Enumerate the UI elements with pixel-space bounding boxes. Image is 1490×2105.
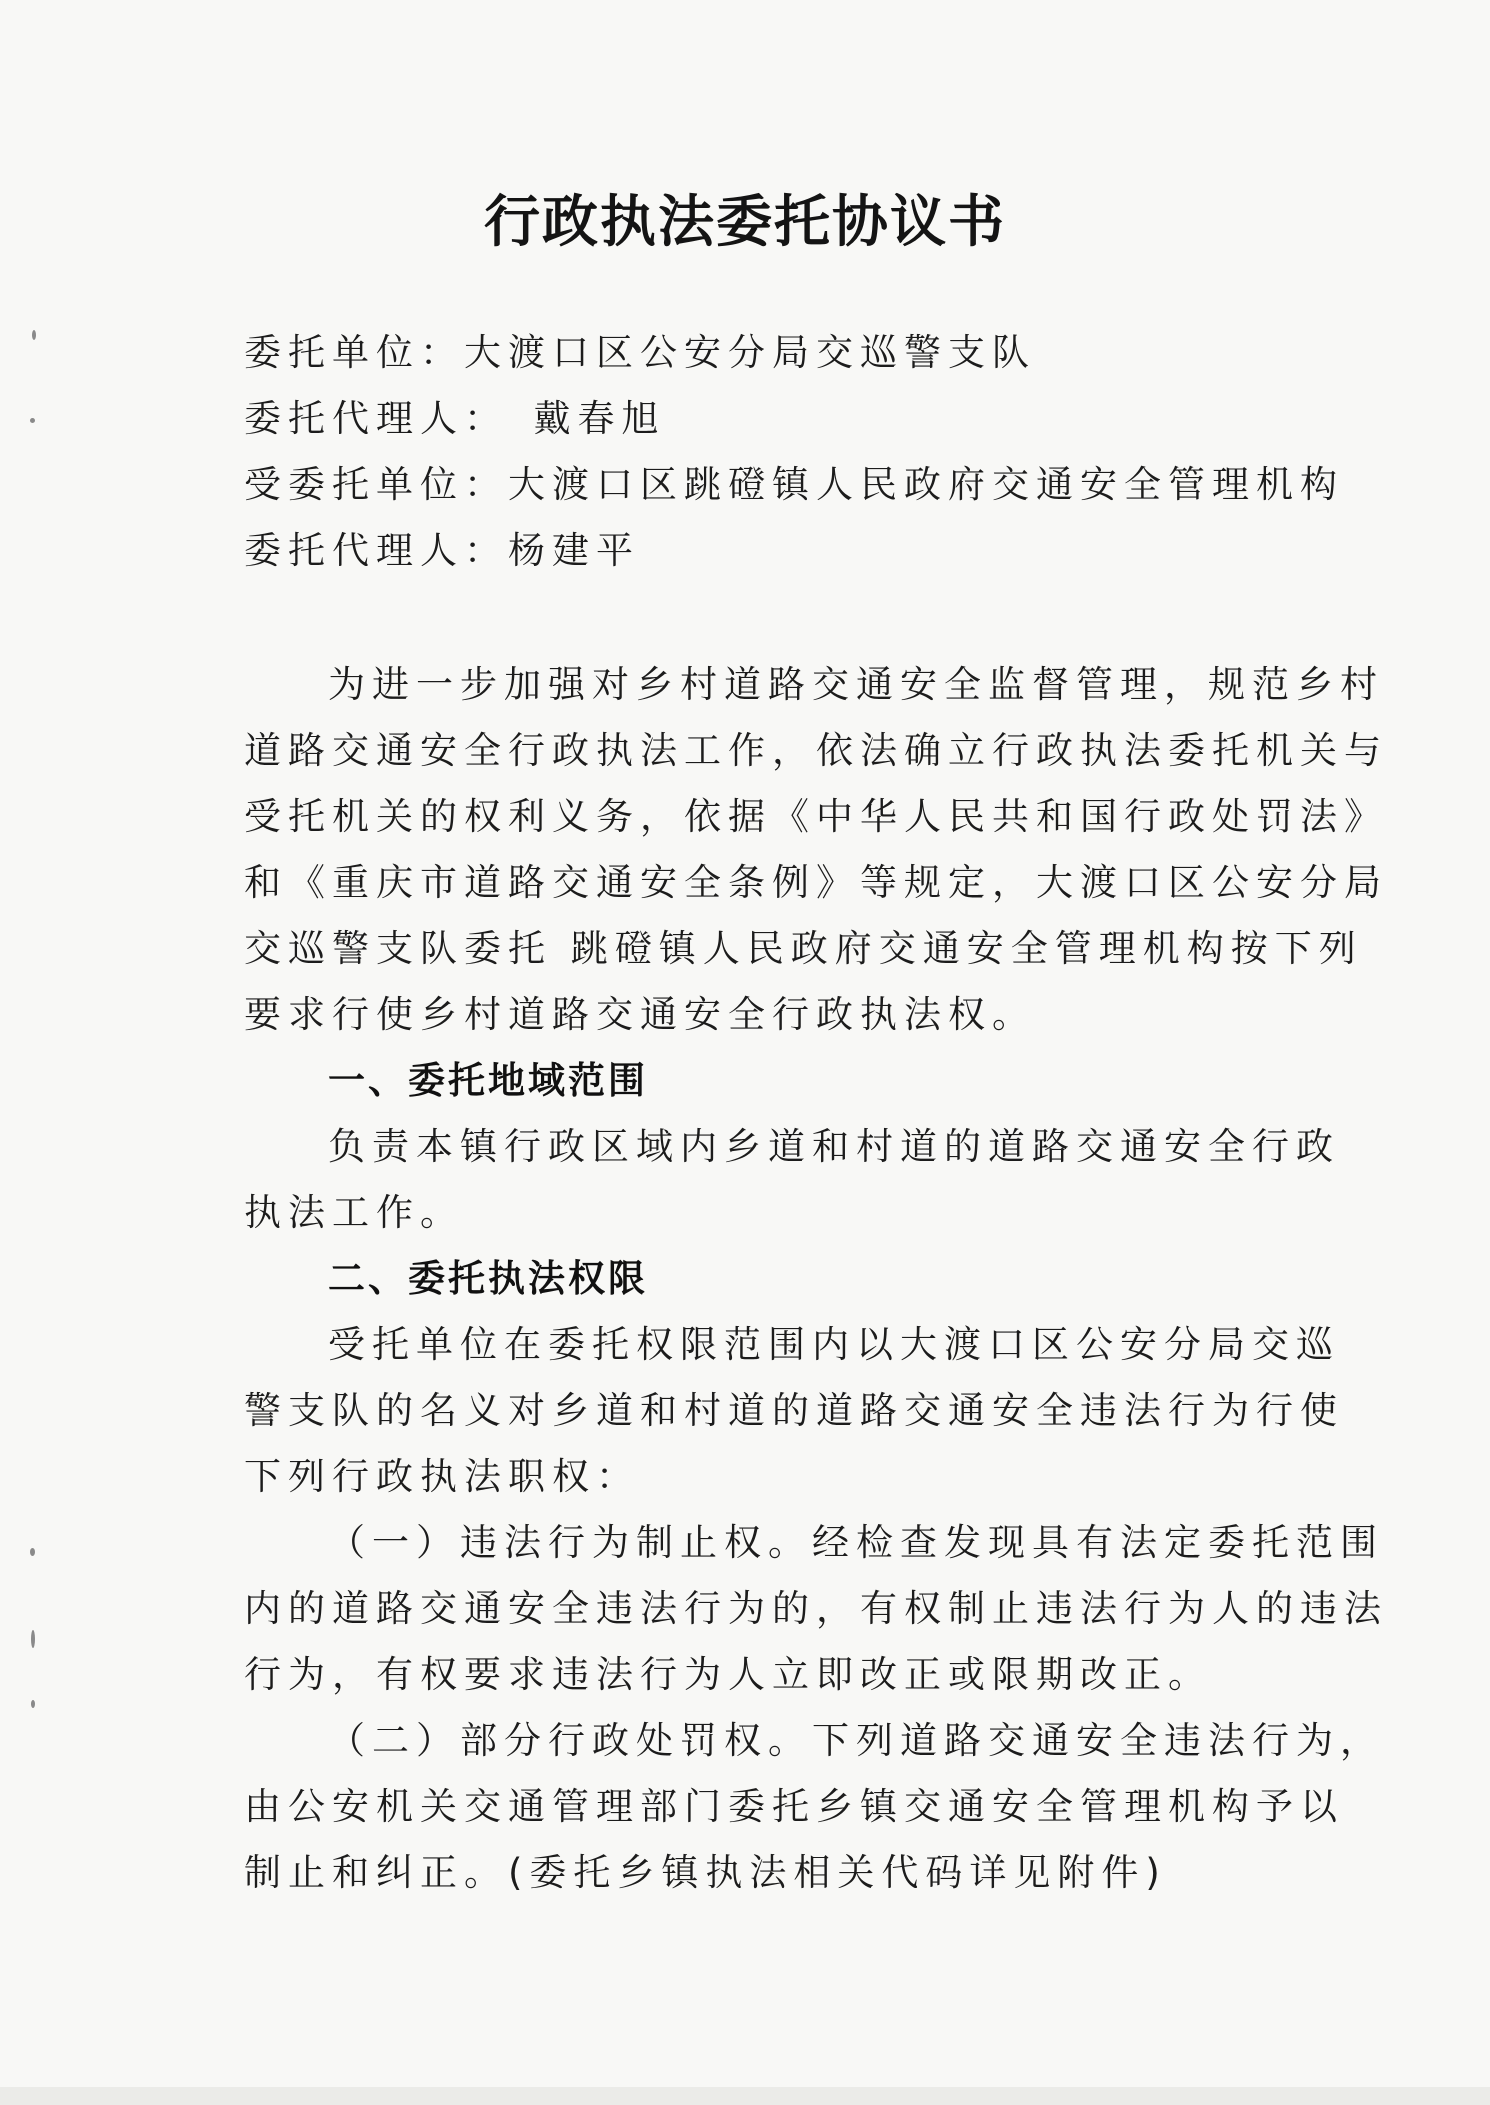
item-2-line: （二）部分行政处罚权。下列道路交通安全违法行为， <box>328 1719 1384 1762</box>
item-2-line: 制止和纠正。(委托乡镇执法相关代码详见附件) <box>244 1851 1167 1894</box>
intro-line: 要求行使乡村道路交通安全行政执法权。 <box>244 993 1036 1036</box>
scan-speck <box>31 1630 35 1648</box>
scan-bottom-edge <box>0 2087 1490 2105</box>
party-line-entrusting-unit: 委托单位：大渡口区公安分局交巡警支队 <box>244 331 1036 374</box>
scan-speck <box>31 1700 35 1708</box>
party-line-entrusted-unit: 受委托单位：大渡口区跳磴镇人民政府交通安全管理机构 <box>244 463 1344 506</box>
party-line-entrusting-agent: 委托代理人： 戴春旭 <box>244 397 666 440</box>
document-title: 行政执法委托协议书 <box>484 189 1006 255</box>
item-2-line: 由公安机关交通管理部门委托乡镇交通安全管理机构予以 <box>244 1785 1344 1828</box>
section-1-line: 负责本镇行政区域内乡道和村道的道路交通安全行政 <box>328 1125 1340 1168</box>
intro-line: 受托机关的权利义务，依据《中华人民共和国行政处罚法》 <box>244 795 1388 838</box>
intro-line: 道路交通安全行政执法工作，依法确立行政执法委托机关与 <box>244 729 1388 772</box>
section-2-line: 受托单位在委托权限范围内以大渡口区公安分局交巡 <box>328 1323 1340 1366</box>
section-2-line: 下列行政执法职权： <box>244 1455 640 1498</box>
parties-block <box>244 320 1344 584</box>
item-1-line: 行为，有权要求违法行为人立即改正或限期改正。 <box>244 1653 1212 1696</box>
party-line-entrusted-agent: 委托代理人：杨建平 <box>244 529 640 572</box>
item-1-line: （一）违法行为制止权。经检查发现具有法定委托范围 <box>328 1521 1384 1564</box>
intro-paragraph <box>244 652 1388 1048</box>
intro-line: 为进一步加强对乡村道路交通安全监督管理，规范乡村 <box>328 663 1384 706</box>
section-1-line: 执法工作。 <box>244 1191 464 1234</box>
section-1-heading: 一、委托地域范围 <box>328 1059 648 1102</box>
item-1-line: 内的道路交通安全违法行为的，有权制止违法行为人的违法 <box>244 1587 1388 1630</box>
section-2-heading: 二、委托执法权限 <box>328 1257 648 1300</box>
section-2 <box>244 1246 1388 1906</box>
scan-speck <box>30 418 35 423</box>
intro-line: 和《重庆市道路交通安全条例》等规定，大渡口区公安分局 <box>244 861 1388 904</box>
section-1 <box>244 1048 1340 1246</box>
intro-line: 交巡警支队委托 跳磴镇人民政府交通安全管理机构按下列 <box>244 927 1363 970</box>
scan-speck <box>30 1548 35 1556</box>
scan-speck <box>32 330 36 340</box>
section-2-line: 警支队的名义对乡道和村道的道路交通安全违法行为行使 <box>244 1389 1344 1432</box>
